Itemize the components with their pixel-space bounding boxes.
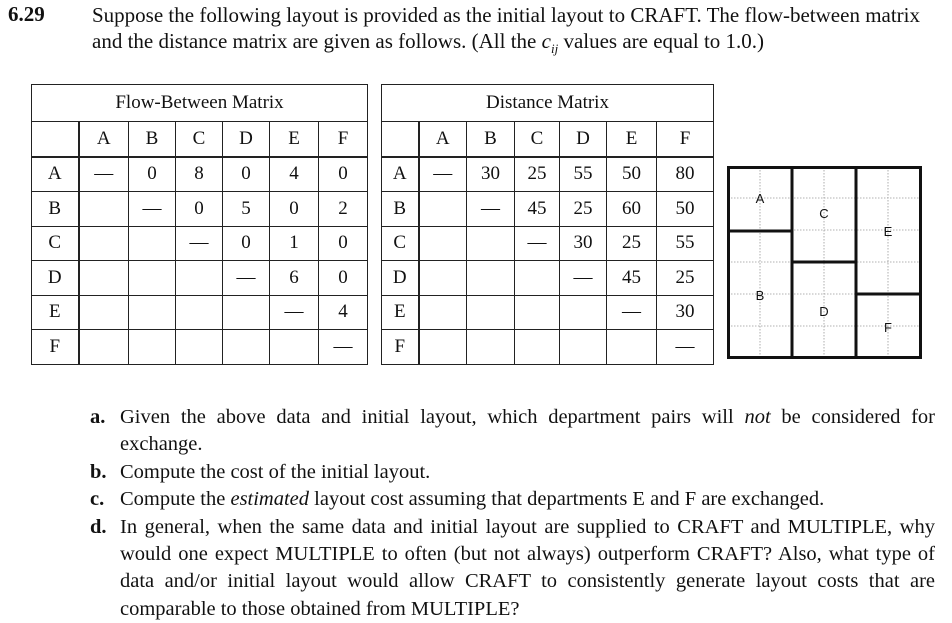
- dept-label-d: D: [819, 304, 829, 319]
- flow-matrix-cell: [129, 295, 176, 330]
- distance-matrix-cell: [419, 295, 467, 330]
- flow-matrix-cell: [270, 330, 319, 365]
- flow-matrix-cell: 1: [270, 226, 319, 261]
- distance-matrix-column-header: F: [657, 122, 714, 157]
- distance-matrix-cell: 55: [657, 226, 714, 261]
- distance-matrix-corner-cell: [382, 122, 419, 157]
- flow-matrix-row: [32, 192, 368, 227]
- flow-matrix-cell: 4: [319, 295, 368, 330]
- statement-text: Suppose the following layout is provided as the initial layout to CRAFT. The flow-between matrix and the distance matrix are given as follows. (All the: [92, 3, 921, 53]
- distance-matrix-cell: 30: [560, 226, 607, 261]
- flow-matrix-cell: 2: [319, 192, 368, 227]
- flow-matrix-title: Flow-Between Matrix: [32, 85, 368, 122]
- distance-matrix-cell: 25: [515, 157, 560, 192]
- distance-matrix-column-header: B: [467, 122, 515, 157]
- distance-matrix-cell: 50: [607, 157, 657, 192]
- flow-matrix-row: [32, 330, 368, 365]
- distance-matrix-cell: 55: [560, 157, 607, 192]
- flow-matrix-cell: [79, 261, 129, 296]
- flow-matrix-cell: [223, 295, 270, 330]
- distance-matrix-cell: 50: [657, 192, 714, 227]
- distance-matrix-cell: [560, 330, 607, 365]
- flow-matrix-cell: [79, 226, 129, 261]
- flow-matrix-row-header: D: [32, 261, 79, 296]
- distance-matrix-row: [382, 226, 714, 261]
- flow-matrix-column-header: E: [270, 122, 319, 157]
- flow-matrix-column-header: C: [176, 122, 223, 157]
- distance-matrix-cell: [419, 226, 467, 261]
- flow-matrix-cell: 0: [319, 226, 368, 261]
- flow-matrix-cell: —: [270, 295, 319, 330]
- distance-matrix-row-header: B: [382, 192, 419, 227]
- distance-matrix-cell: 30: [467, 157, 515, 192]
- distance-matrix-cell: 45: [515, 192, 560, 227]
- distance-matrix-column-header: C: [515, 122, 560, 157]
- question-text: [120, 404, 935, 459]
- cij-symbol: $c_{ij}$: [541, 29, 559, 57]
- question-item: [90, 486, 935, 513]
- flow-matrix-cell: [79, 330, 129, 365]
- flow-matrix-cell: —: [79, 157, 129, 192]
- distance-matrix-row: [382, 192, 714, 227]
- question-text: [120, 459, 935, 486]
- distance-matrix-cell: 30: [657, 295, 714, 330]
- dept-label-b: B: [755, 288, 765, 303]
- flow-matrix-row-header: F: [32, 330, 79, 365]
- question-text: [120, 486, 935, 513]
- flow-matrix-cell: 5: [223, 192, 270, 227]
- distance-matrix-cell: [607, 330, 657, 365]
- distance-matrix-cell: —: [467, 192, 515, 227]
- distance-matrix-row-header: C: [382, 226, 419, 261]
- flow-matrix-row-header: E: [32, 295, 79, 330]
- flow-matrix-cell: [79, 295, 129, 330]
- distance-matrix-cell: [515, 330, 560, 365]
- question-item: [90, 459, 935, 486]
- flow-matrix-column-header: F: [319, 122, 368, 157]
- problem-number: 6.29: [8, 2, 45, 26]
- flow-matrix-row-header: A: [32, 157, 79, 192]
- distance-matrix-cell: —: [560, 261, 607, 296]
- question-letter: d.: [90, 515, 107, 538]
- flow-matrix-row: [32, 295, 368, 330]
- flow-matrix-corner-cell: [32, 122, 79, 157]
- flow-matrix-cell: [129, 226, 176, 261]
- flow-matrix-cell: [176, 261, 223, 296]
- flow-matrix-column-header: D: [223, 122, 270, 157]
- distance-matrix-cell: [419, 261, 467, 296]
- flow-matrix-cell: 6: [270, 261, 319, 296]
- distance-matrix-cell: 25: [607, 226, 657, 261]
- question-emphasis: estimated: [230, 488, 310, 511]
- dept-label-c: C: [819, 206, 829, 221]
- dept-label-e: E: [883, 224, 893, 239]
- flow-matrix-cell: —: [319, 330, 368, 365]
- flow-matrix-row-header: B: [32, 192, 79, 227]
- flow-matrix-cell: 0: [223, 157, 270, 192]
- flow-matrix-column-header: B: [129, 122, 176, 157]
- flow-matrix-cell: 0: [319, 261, 368, 296]
- question-emphasis: not: [744, 406, 771, 428]
- question-letter: c.: [90, 488, 105, 511]
- distance-matrix-cell: [515, 261, 560, 296]
- distance-matrix-cell: [467, 226, 515, 261]
- distance-matrix-title: Distance Matrix: [382, 85, 714, 122]
- statement-text-end: values are equal to 1.0.): [558, 29, 765, 53]
- initial-layout-diagram: [727, 166, 922, 359]
- question-item: [90, 404, 935, 459]
- flow-matrix-cell: —: [129, 192, 176, 227]
- problem-statement: [92, 2, 942, 62]
- distance-matrix: [381, 84, 714, 365]
- flow-matrix-cell: [129, 261, 176, 296]
- dept-label-f: F: [884, 320, 892, 335]
- distance-matrix-row: [382, 295, 714, 330]
- question-list: [90, 404, 935, 623]
- question-text-part: be considered for exchange.: [120, 406, 935, 456]
- distance-matrix-cell: —: [515, 226, 560, 261]
- flow-matrix-cell: —: [176, 226, 223, 261]
- question-text-part: Compute the cost of the initial layout.: [120, 460, 431, 483]
- distance-matrix-column-header: D: [560, 122, 607, 157]
- distance-matrix-cell: 25: [560, 192, 607, 227]
- flow-between-matrix: [31, 84, 368, 365]
- distance-matrix-row-header: E: [382, 295, 419, 330]
- question-letter: a.: [90, 406, 106, 428]
- distance-matrix-row-header: D: [382, 261, 419, 296]
- distance-matrix-cell: [467, 261, 515, 296]
- question-text-part: In general, when the same data and initial layout are supplied to CRAFT and MULTIPLE, why would one expect MULTIPLE to often (but not always) outperform CRAFT? Also, what type of data and/or initial layout would allow CRAFT to consistently generate layout costs that are comparable to those obtained from MULTIPLE?: [120, 515, 935, 620]
- distance-matrix-cell: [515, 295, 560, 330]
- flow-matrix-row: [32, 157, 368, 192]
- dept-label-a: A: [755, 191, 765, 206]
- question-text-part: Given the above data and initial layout, which department pairs will: [120, 406, 745, 428]
- distance-matrix-cell: —: [607, 295, 657, 330]
- distance-matrix-cell: [419, 330, 467, 365]
- question-text-part: layout cost assuming that departments E and F are exchanged.: [309, 488, 825, 511]
- question-letter: b.: [90, 460, 107, 483]
- distance-matrix-cell: [419, 192, 467, 227]
- distance-matrix-column-header: A: [419, 122, 467, 157]
- flow-matrix-column-header: A: [79, 122, 129, 157]
- distance-matrix-cell: —: [657, 330, 714, 365]
- flow-matrix-cell: 0: [176, 192, 223, 227]
- flow-matrix-row: [32, 261, 368, 296]
- distance-matrix-cell: —: [419, 157, 467, 192]
- flow-matrix-cell: [176, 295, 223, 330]
- flow-matrix-row: [32, 226, 368, 261]
- distance-matrix-cell: 25: [657, 261, 714, 296]
- flow-matrix-cell: 0: [129, 157, 176, 192]
- question-text-part: Compute the: [120, 488, 231, 511]
- flow-matrix-cell: —: [223, 261, 270, 296]
- distance-matrix-cell: 80: [657, 157, 714, 192]
- distance-matrix-cell: 45: [607, 261, 657, 296]
- distance-matrix-row-header: A: [382, 157, 419, 192]
- flow-matrix-cell: 0: [223, 226, 270, 261]
- distance-matrix-row: [382, 330, 714, 365]
- distance-matrix-cell: [560, 295, 607, 330]
- question-item: [90, 514, 935, 623]
- flow-matrix-cell: 0: [319, 157, 368, 192]
- flow-matrix-cell: [176, 330, 223, 365]
- flow-matrix-cell: [129, 330, 176, 365]
- flow-matrix-cell: [223, 330, 270, 365]
- distance-matrix-cell: 60: [607, 192, 657, 227]
- flow-matrix-cell: 4: [270, 157, 319, 192]
- question-text: [120, 514, 935, 623]
- flow-matrix-cell: [79, 192, 129, 227]
- distance-matrix-row: [382, 157, 714, 192]
- flow-matrix-row-header: C: [32, 226, 79, 261]
- distance-matrix-cell: [467, 330, 515, 365]
- flow-matrix-cell: 8: [176, 157, 223, 192]
- flow-matrix-cell: 0: [270, 192, 319, 227]
- distance-matrix-cell: [467, 295, 515, 330]
- distance-matrix-row-header: F: [382, 330, 419, 365]
- distance-matrix-row: [382, 261, 714, 296]
- distance-matrix-column-header: E: [607, 122, 657, 157]
